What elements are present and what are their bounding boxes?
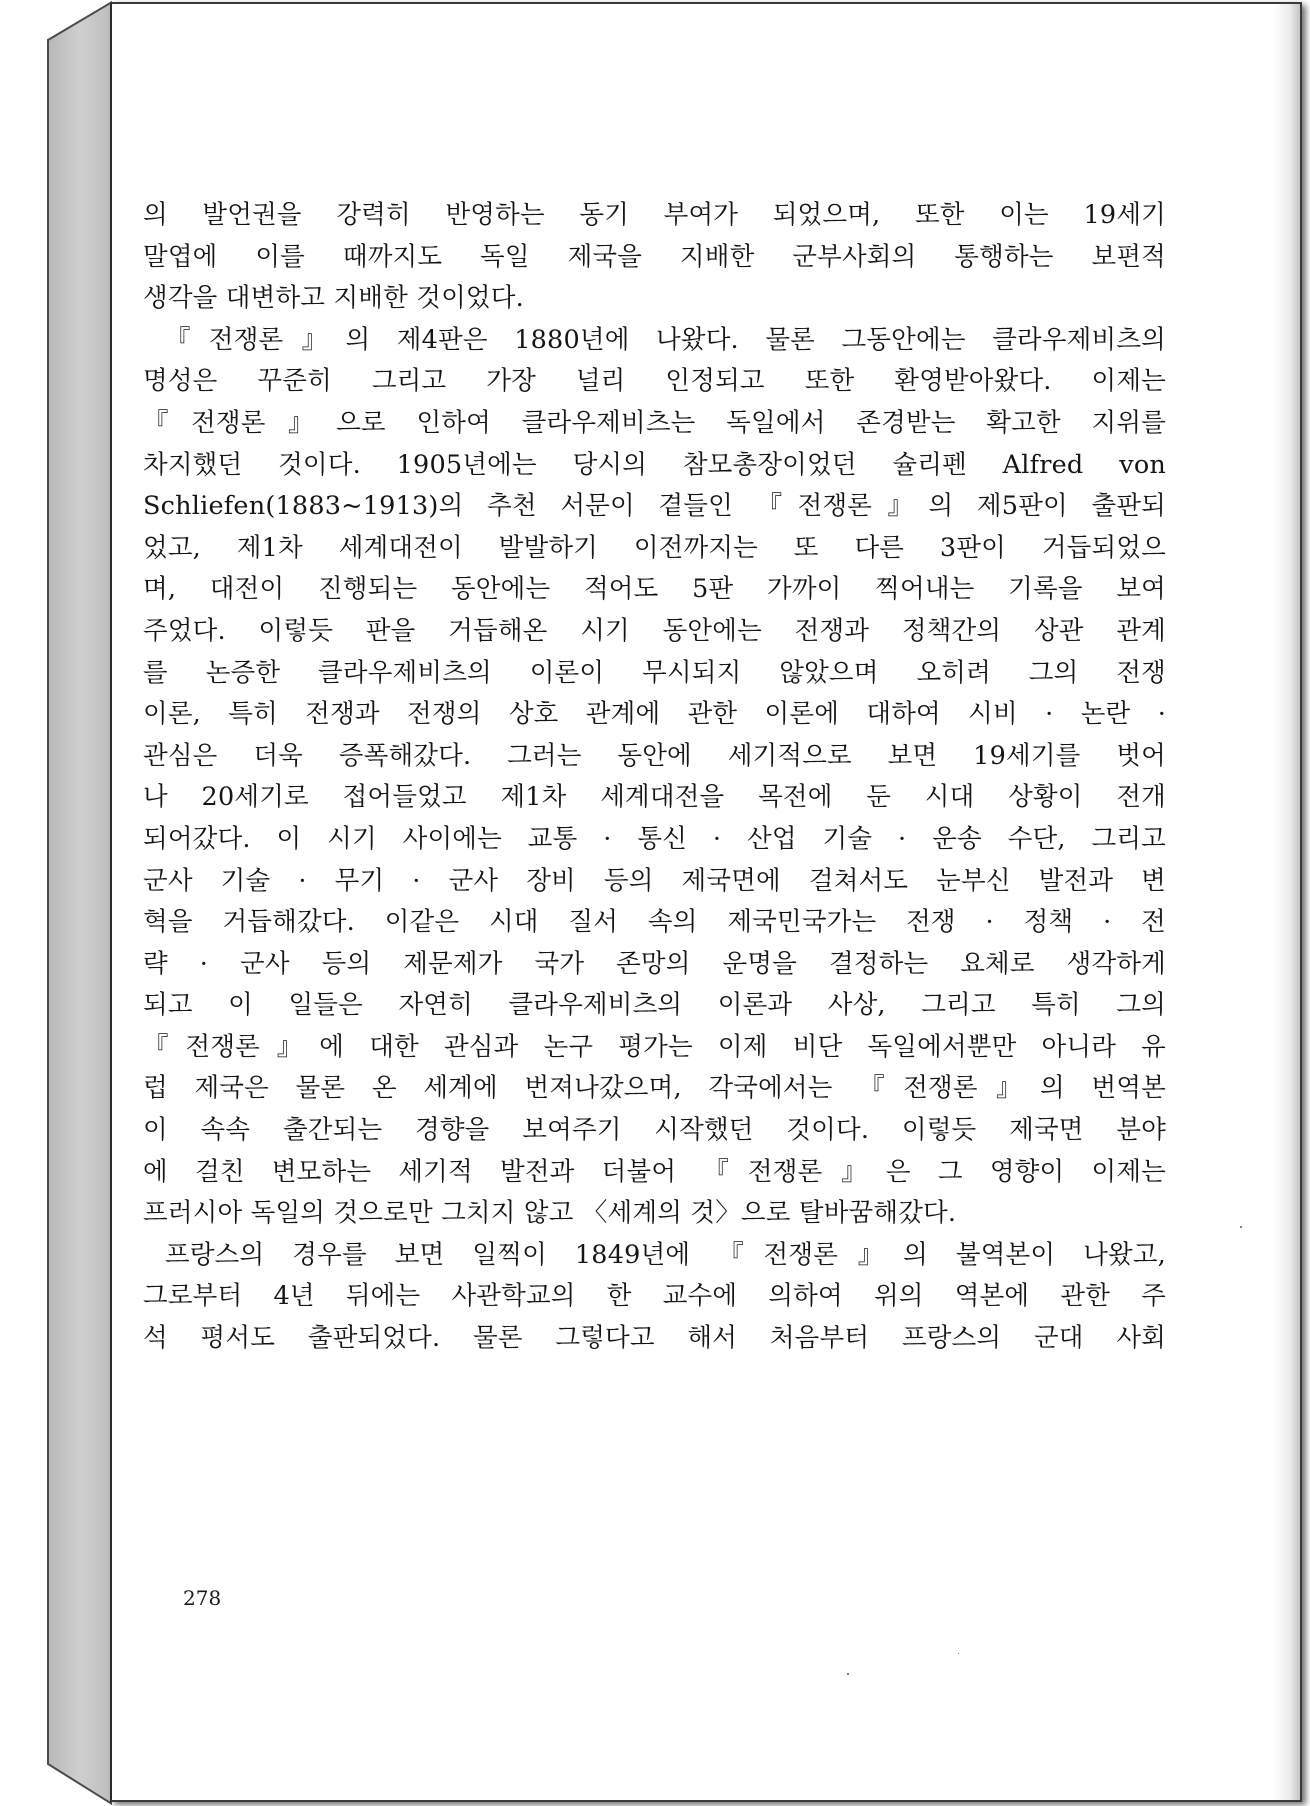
text-line: 『전쟁론』으로 인하여 클라우제비츠는 독일에서 존경받는 확고한 지위를 [143, 407, 1166, 438]
text-line: 략 · 군사 등의 제문제가 국가 존망의 운명을 결정하는 요체로 생각하게 [143, 948, 1166, 979]
paper-speck [1240, 1226, 1242, 1228]
text-line: 의 발언권을 강력히 반영하는 동기 부여가 되었으며, 또한 이는 19세기 [143, 200, 1166, 230]
text-line: 그로부터 4년 뒤에는 사관학교의 한 교수에 의하여 위의 역본에 관한 주 [143, 1281, 1166, 1312]
text-line: Schliefen(1883~1913)의 추천 서문이 곁들인 『전쟁론』의 제5판이 출판되 [143, 491, 1166, 522]
text-line: 며, 대전이 진행되는 동안에는 적어도 5판 가까이 찍어내는 기록을 보여 [143, 574, 1166, 605]
body-text [143, 195, 1166, 1360]
text-line: 이 속속 출간되는 경향을 보여주기 시작했던 것이다. 이렇듯 제국면 분야 [143, 1115, 1166, 1146]
text-line: 혁을 거듭해갔다. 이같은 시대 질서 속의 제국민국가는 전쟁 · 정책 · 전 [143, 907, 1166, 938]
text-line: 『전쟁론』의 제4판은 1880년에 나왔다. 물론 그동안에는 클라우제비츠의 [165, 324, 1166, 355]
text-line: 나 20세기로 접어들었고 제1차 세계대전을 목전에 둔 시대 상황이 전개 [143, 782, 1166, 813]
text-line: 되어갔다. 이 시기 사이에는 교통 · 통신 · 산업 기술 · 운송 수단, 그리고 [143, 823, 1166, 854]
text-line: 를 논증한 클라우제비츠의 이론이 무시되지 않았으며 오히려 그의 전쟁 [143, 657, 1166, 688]
text-line: 『전쟁론』에 대한 관심과 논구 평가는 이제 비단 독일에서뿐만 아니라 유 [143, 1031, 1166, 1062]
text-line: 주었다. 이렇듯 판을 거듭해온 시기 동안에는 전쟁과 정책간의 상관 관계 [143, 615, 1166, 646]
text-line: 말엽에 이를 때까지도 독일 제국을 지배한 군부사회의 통행하는 보편적 [143, 241, 1166, 272]
text-line: 에 걸친 변모하는 세기적 발전과 더불어 『전쟁론』은 그 영향이 이제는 [143, 1156, 1166, 1187]
text-line: 프랑스의 경우를 보면 일찍이 1849년에 『전쟁론』의 불역본이 나왔고, [165, 1239, 1166, 1270]
text-line: 생각을 대변하고 지배한 것이었다. [143, 283, 524, 314]
text-line: 이론, 특히 전쟁과 전쟁의 상호 관계에 관한 이론에 대하여 시비 · 논란 · [143, 699, 1166, 730]
page-number: 278 [183, 1586, 222, 1610]
text-line: 군사 기술 · 무기 · 군사 장비 등의 제국면에 걸쳐서도 눈부신 발전과 변 [143, 865, 1166, 896]
book-spine [0, 0, 112, 1806]
text-line: 차지했던 것이다. 1905년에는 당시의 참모총장이었던 슐리펜 Alfred von [143, 449, 1166, 480]
text-line: 되고 이 일들은 자연히 클라우제비츠의 이론과 사상, 그리고 특히 그의 [143, 990, 1166, 1021]
text-line: 럽 제국은 물론 온 세계에 번져나갔으며, 각국에서는 『전쟁론』의 번역본 [143, 1073, 1166, 1104]
paper-speck [847, 1673, 849, 1675]
text-line: 관심은 더욱 증폭해갔다. 그러는 동안에 세기적으로 보면 19세기를 벗어 [143, 740, 1166, 771]
text-line: 프러시아 독일의 것으로만 그치지 않고 〈세계의 것〉으로 탈바꿈해갔다. [143, 1198, 957, 1229]
paper-speck [958, 1653, 959, 1654]
text-line: 명성은 꾸준히 그리고 가장 널리 인정되고 또한 환영받아왔다. 이제는 [143, 366, 1166, 397]
text-line: 석 평서도 출판되었다. 물론 그렇다고 해서 처음부터 프랑스의 군대 사회 [143, 1323, 1166, 1354]
text-line: 었고, 제1차 세계대전이 발발하기 이전까지는 또 다른 3판이 거듭되었으 [143, 532, 1166, 563]
